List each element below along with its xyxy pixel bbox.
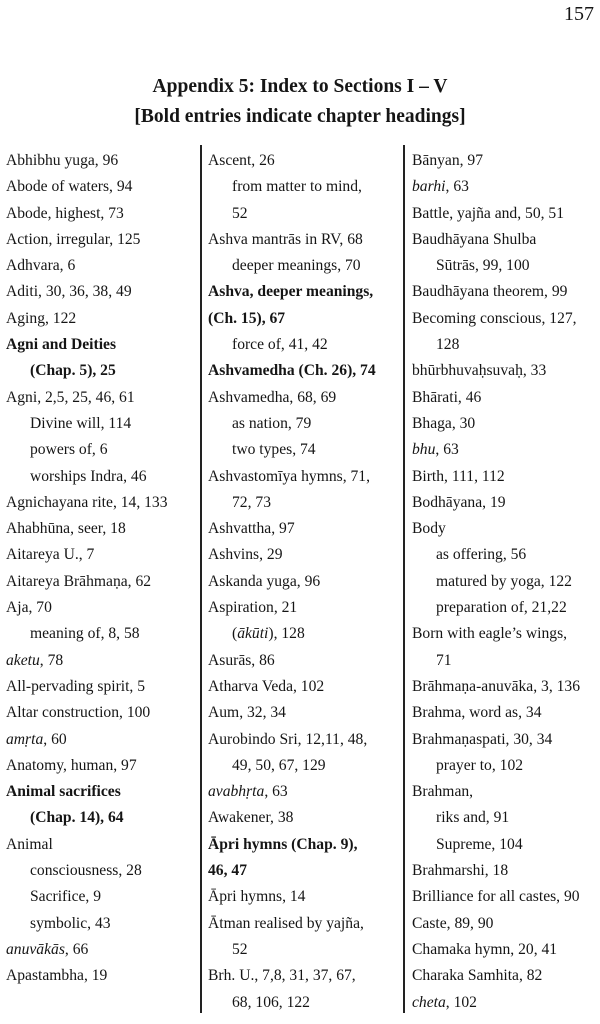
index-text: Abode of waters, 94 [6,178,133,196]
index-entry [208,911,402,937]
index-text: meaning of, 8, 58 [30,625,140,643]
index-text: two types, 74 [232,441,316,459]
index-text: Aging, 122 [6,309,77,327]
index-text: Agnichayana rite, 14, 133 [6,493,168,511]
index-term: cheta [412,993,446,1011]
index-entry [208,306,402,332]
index-entry [208,201,402,227]
index-text: Anatomy, human, 97 [6,756,137,774]
index-text: Ātman realised by yajña, [208,914,364,932]
index-entry [6,700,198,726]
index-text: riks and, 91 [436,809,510,827]
index-entry [6,674,198,700]
index-text: Birth, 111, 112 [412,467,505,485]
index-text: from matter to mind, [232,178,362,196]
index-term: avabhṛta [208,783,265,801]
index-term: anuvākās [6,940,65,958]
index-term: bhu [412,441,436,459]
index-entry [208,963,402,989]
index-text: Ahabhūna, seer, 18 [6,520,126,538]
index-text: 72, 73 [232,493,271,511]
index-entry [208,937,402,963]
index-text: Aurobindo Sri, 12,11, 48, [208,730,368,748]
index-text: Supreme, 104 [436,835,523,853]
index-entry [208,753,402,779]
index-entry [208,464,402,490]
index-term: aketu [6,651,40,669]
index-text: Bānyan, 97 [412,152,484,169]
index-text: Caste, 89, 90 [412,914,494,932]
index-text: deeper meanings, 70 [232,257,361,275]
index-entry [412,279,598,305]
index-text: 52 [232,940,248,958]
index-text: Animal [6,835,53,853]
index-text: Brahma, word as, 34 [412,704,542,722]
index-entry [412,516,598,542]
page-refs: , 66 [64,940,89,958]
index-entry [412,621,598,647]
index-entry [6,148,198,174]
index-entry [412,674,598,700]
index-text: Battle, yajña and, 50, 51 [412,204,565,222]
index-text: 49, 50, 67, 129 [232,756,326,774]
index-entry [208,674,402,700]
index-entry [6,174,198,200]
index-text: Abhibhu yuga, 96 [6,152,119,169]
index-text: Ashvins, 29 [208,546,283,564]
index-entry [412,832,598,858]
page-refs: , 78 [39,651,64,669]
index-entry [208,832,402,858]
index-text: Sūtrās, 99, 100 [436,257,530,275]
index-text: Ashvattha, 97 [208,520,295,538]
index-entry [208,858,402,884]
index-entry [412,227,598,253]
index-entry [412,990,598,1016]
index-text: Aspiration, 21 [208,599,298,617]
index-entry [412,332,598,358]
index-entry [6,542,198,568]
index-text: Ashva, deeper meanings, [208,283,374,301]
index-text: Abode, highest, 73 [6,204,124,222]
index-text: 128 [436,336,460,354]
index-text: matured by yoga, 122 [436,572,572,590]
index-entry [6,569,198,595]
index-text: as nation, 79 [232,414,312,432]
index-text: Baudhāyana Shulba [412,230,537,248]
index-entry [208,569,402,595]
index-entry [208,648,402,674]
index-entry [208,621,402,647]
index-entry [412,148,598,174]
index-text: Ashvastomīya hymns, 71, [208,467,370,485]
index-entry [6,253,198,279]
index-term: amṛta [6,730,44,748]
page-title: Appendix 5: Index to Sections I – V [152,76,448,97]
index-entry [412,963,598,989]
index-text: All-pervading spirit, 5 [6,677,146,695]
index-text: (Chap. 5), 25 [30,362,116,380]
index-entry [6,727,198,753]
index-text: Ashva mantrās in RV, 68 [208,230,363,248]
index-entry [412,437,598,463]
index-text: Aitareya U., 7 [6,546,95,564]
index-text: Brahman, [412,783,474,801]
index-entry [6,621,198,647]
index-text: Agni, 2,5, 25, 46, 61 [6,388,135,406]
index-text: Aum, 32, 34 [208,704,286,722]
index-entry [412,385,598,411]
index-entry [6,858,198,884]
index-entry [208,411,402,437]
index-entry [6,358,198,384]
index-text: Divine will, 114 [30,414,132,432]
index-entry [412,648,598,674]
page-refs: , 60 [43,730,67,748]
page-refs: , 102 [445,993,477,1011]
index-entry [412,542,598,568]
index-column-2 [208,148,402,1012]
index-entry [412,358,598,384]
index-text: consciousness, 28 [30,862,142,880]
index-text: 46, 47 [208,862,247,880]
index-entry [412,490,598,516]
index-entry [412,727,598,753]
index-entry [6,753,198,779]
index-entry [208,595,402,621]
index-entry [208,779,402,805]
index-entry [208,358,402,384]
index-entry [412,464,598,490]
column-divider [403,145,405,1013]
index-entry [6,385,198,411]
index-text: Apastambha, 19 [6,967,108,985]
index-entry [6,306,198,332]
index-text: Agni and Deities [6,336,117,354]
index-text: Ascent, 26 [208,152,275,169]
index-text: Animal sacrifices [6,783,121,801]
index-entry [412,700,598,726]
index-text: Chamaka hymn, 20, 41 [412,940,558,958]
index-text: Brilliance for all castes, 90 [412,888,580,906]
index-entry [208,516,402,542]
index-text: Brh. U., 7,8, 31, 37, 67, [208,967,356,985]
index-text: Bhārati, 46 [412,388,482,406]
index-text: Brāhmaṇa-anuvāka, 3, 136 [412,677,581,695]
index-entry [6,595,198,621]
index-entry [412,253,598,279]
index-text: Āpri hymns, 14 [208,888,306,906]
index-text: Aja, 70 [6,599,52,617]
index-text: 71 [436,651,452,669]
index-entry [412,306,598,332]
index-text: Bodhāyana, 19 [412,493,506,511]
index-text: ( [232,625,238,643]
index-entry [412,174,598,200]
page-number: 157 [564,3,594,25]
index-text: Action, irregular, 125 [6,230,141,248]
index-text: Āpri hymns (Chap. 9), [208,835,358,853]
index-entry [6,937,198,963]
index-text: Altar construction, 100 [6,704,151,722]
index-entry [6,648,198,674]
index-entry [208,279,402,305]
index-entry [6,832,198,858]
index-entry [6,516,198,542]
index-text: (Chap. 14), 64 [30,809,124,827]
index-text: 68, 106, 122 [232,993,310,1011]
index-entry [412,858,598,884]
index-term: barhi [412,178,446,196]
index-text: Ashvamedha (Ch. 26), 74 [208,362,376,380]
index-text: Aitareya Brāhmaṇa, 62 [6,572,152,590]
index-text: Atharva Veda, 102 [208,677,325,695]
index-text: Ashvamedha, 68, 69 [208,388,337,406]
index-text: Becoming conscious, 127, [412,309,577,327]
index-text: (Ch. 15), 67 [208,309,286,327]
index-entry [412,779,598,805]
page-refs: ), 128 [268,625,305,643]
index-entry [412,805,598,831]
index-entry [6,911,198,937]
index-entry [208,542,402,568]
page-subtitle: [Bold entries indicate chapter headings] [134,106,466,127]
index-term: ākūti [237,625,269,643]
index-entry [6,411,198,437]
index-text: worships Indra, 46 [30,467,147,485]
index-entry [6,279,198,305]
index-text: as offering, 56 [436,546,527,564]
index-entry [6,805,198,831]
index-entry [208,174,402,200]
index-entry [208,148,402,174]
index-text: preparation of, 21,22 [436,599,567,617]
index-entry [412,937,598,963]
index-entry [208,805,402,831]
index-entry [412,911,598,937]
index-entry [6,227,198,253]
index-column-1 [6,148,198,1012]
page-refs: , 63 [435,441,459,459]
index-text: powers of, 6 [30,441,108,459]
index-entry [412,569,598,595]
index-entry [6,437,198,463]
index-entry [6,963,198,989]
index-text: Adhvara, 6 [6,257,76,275]
index-text: Born with eagle’s wings, [412,625,568,643]
index-entry [208,385,402,411]
index-entry [208,727,402,753]
index-entry [208,253,402,279]
index-column-3 [412,148,598,1012]
index-entry [208,332,402,358]
index-entry [208,227,402,253]
index-entry [412,201,598,227]
index-text: symbolic, 43 [30,914,111,932]
index-entry [208,700,402,726]
index-entry [412,884,598,910]
index-text: Asurās, 86 [208,651,275,669]
index-entry [412,753,598,779]
index-entry [6,332,198,358]
page-refs: , 63 [445,178,469,196]
index-entry [6,490,198,516]
index-entry [6,884,198,910]
index-entry [208,490,402,516]
index-entry [208,437,402,463]
index-entry [6,201,198,227]
index-text: Awakener, 38 [208,809,294,827]
index-text: prayer to, 102 [436,756,524,774]
index-text: force of, 41, 42 [232,336,328,354]
index-text: Charaka Samhita, 82 [412,967,543,985]
page-refs: , 63 [264,783,288,801]
index-text: Bhaga, 30 [412,414,476,432]
index-entry [412,411,598,437]
index-entry [208,990,402,1016]
index-text: Body [412,520,446,538]
index-text: Askanda yuga, 96 [208,572,321,590]
index-entry [412,595,598,621]
index-text: 52 [232,204,248,222]
index-entry [6,779,198,805]
index-text: Brahmaṇaspati, 30, 34 [412,730,553,748]
index-text: Brahmarshi, 18 [412,862,509,880]
index-entry [6,464,198,490]
column-divider [200,145,202,1013]
index-entry [208,884,402,910]
index-text: Baudhāyana theorem, 99 [412,283,568,301]
index-text: bhūrbhuvaḥsuvaḥ, 33 [412,362,547,380]
index-text: Sacrifice, 9 [30,888,102,906]
index-text: Aditi, 30, 36, 38, 49 [6,283,132,301]
